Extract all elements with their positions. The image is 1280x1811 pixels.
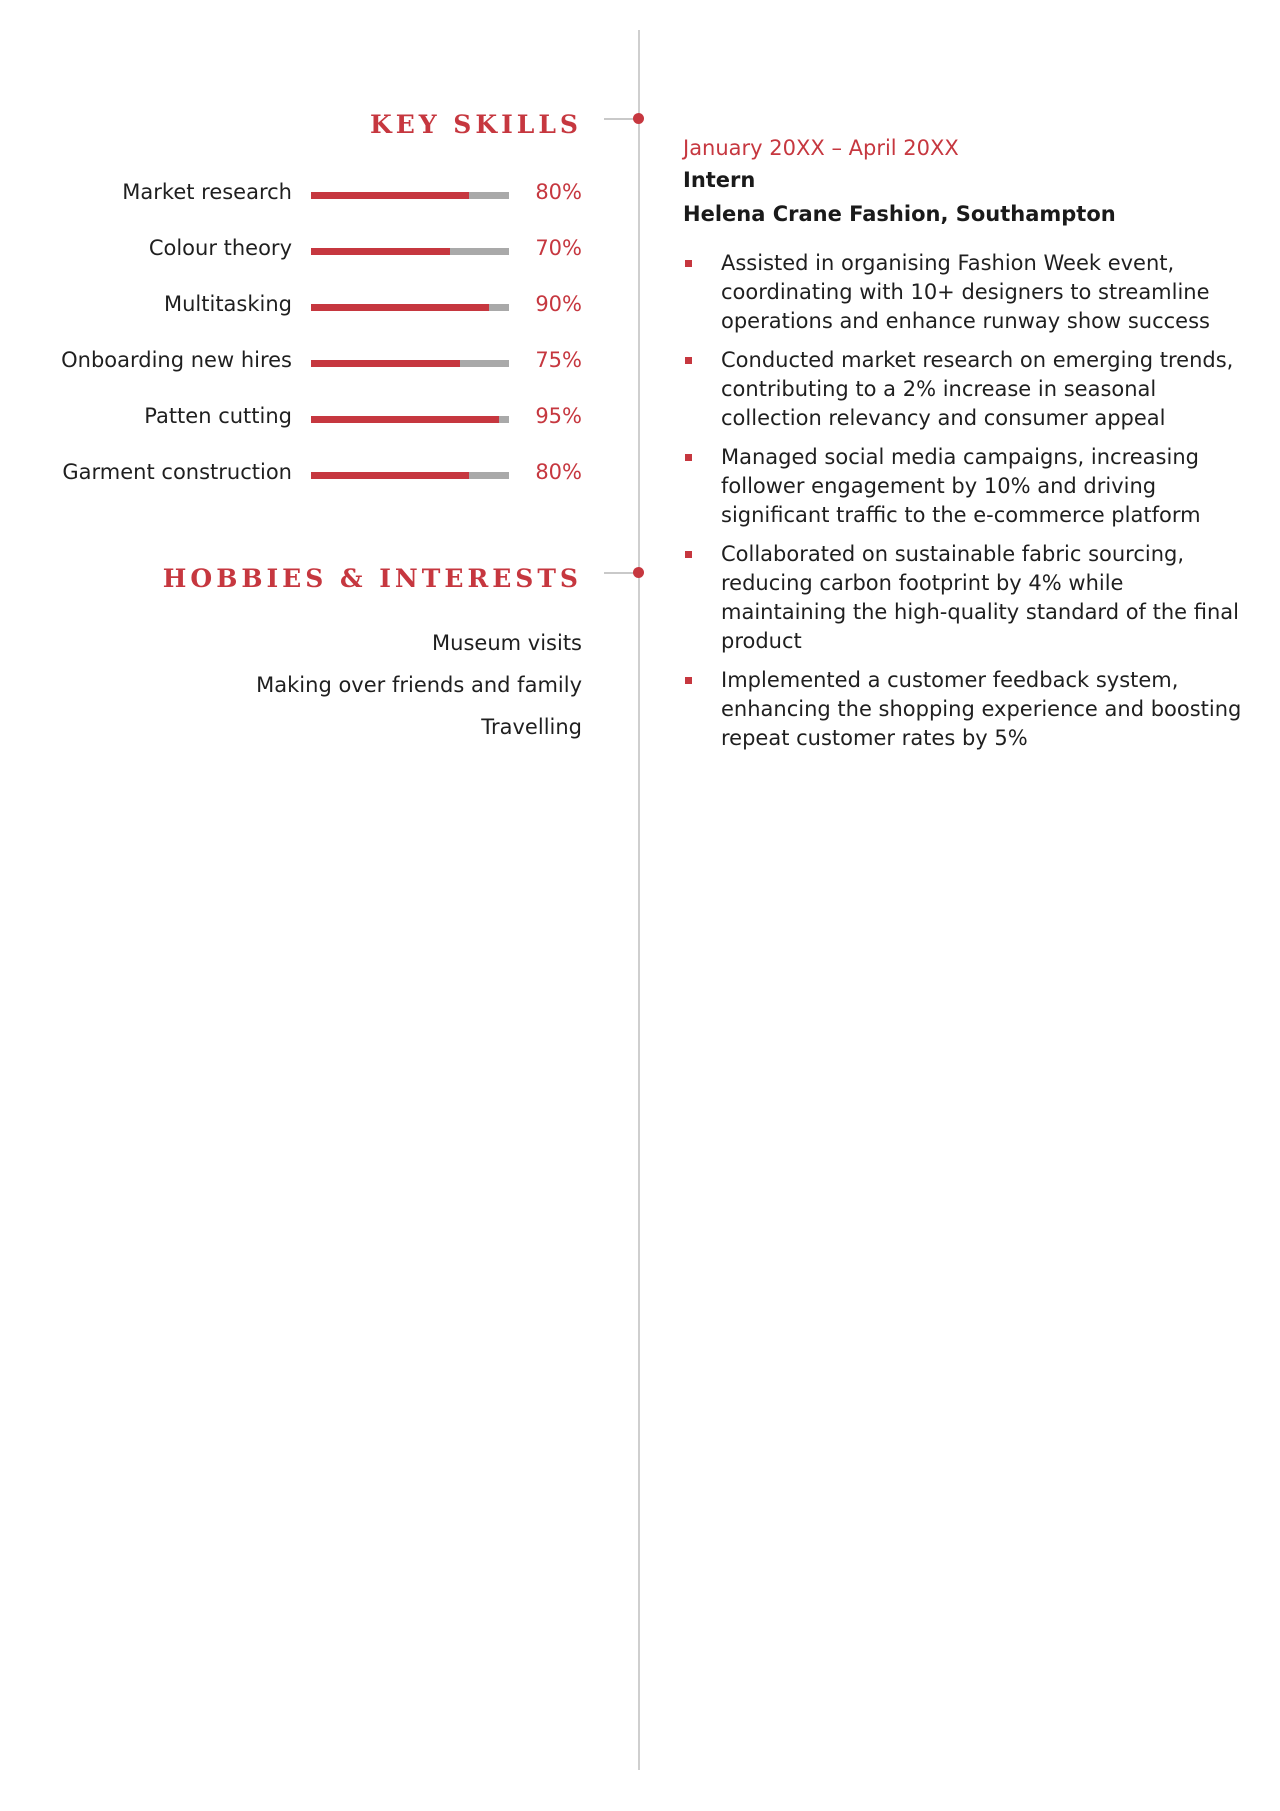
skill-bar xyxy=(311,416,509,423)
skill-row xyxy=(40,402,582,432)
skill-percent: 80% xyxy=(535,460,582,484)
skill-percent: 90% xyxy=(535,292,582,316)
hobby-item: Travelling xyxy=(481,715,582,739)
bullet-item xyxy=(683,249,1243,336)
skill-bar-fill xyxy=(311,472,469,479)
skill-bar xyxy=(311,472,509,479)
skill-bar xyxy=(311,304,509,311)
bullet-square-icon xyxy=(685,551,692,558)
bullet-square-icon xyxy=(685,260,692,267)
bullet-square-icon xyxy=(685,454,692,461)
skill-bar xyxy=(311,248,509,255)
bullet-item xyxy=(683,666,1243,753)
skill-name: Market research xyxy=(122,180,292,204)
skill-bar xyxy=(311,192,509,199)
bullet-item xyxy=(683,540,1243,656)
bullet-text: Conducted market research on emerging trends, contributing to a 2% increase in seasonal collection relevancy and consumer appeal xyxy=(721,348,1234,430)
skill-percent: 70% xyxy=(535,236,582,260)
skill-bar xyxy=(311,360,509,367)
skill-name: Patten cutting xyxy=(144,404,292,428)
timeline-line xyxy=(638,30,640,1770)
skill-row xyxy=(40,178,582,208)
experience-dates: January 20XX – April 20XX xyxy=(683,136,959,160)
bullet-item xyxy=(683,346,1243,433)
hobbies-list xyxy=(256,622,582,748)
hobby-item: Museum visits xyxy=(432,631,582,655)
skill-row xyxy=(40,290,582,320)
bullet-text: Managed social media campaigns, increasing follower engagement by 10% and driving significant traffic to the e-commerce platform xyxy=(721,445,1201,527)
hobby-item: Making over friends and family xyxy=(256,673,582,697)
bullet-item xyxy=(683,443,1243,530)
key-skills-heading: KEY SKILLS xyxy=(369,110,582,139)
experience-role: Intern xyxy=(683,168,756,192)
experience-company: Helena Crane Fashion, Southampton xyxy=(683,202,1116,226)
skill-bar-fill xyxy=(311,248,450,255)
skill-name: Onboarding new hires xyxy=(61,348,292,372)
skill-percent: 75% xyxy=(535,348,582,372)
skill-row xyxy=(40,346,582,376)
timeline-dot xyxy=(633,113,644,124)
skill-name: Colour theory xyxy=(148,236,292,260)
skill-row xyxy=(40,458,582,488)
skill-row xyxy=(40,234,582,264)
bullet-text: Collaborated on sustainable fabric sourcing, reducing carbon footprint by 4% while maintaining the high-quality standard of the final product xyxy=(721,542,1239,653)
bullet-text: Implemented a customer feedback system, enhancing the shopping experience and boosting repeat customer rates by 5% xyxy=(721,668,1242,750)
skill-bar-fill xyxy=(311,416,499,423)
skill-percent: 95% xyxy=(535,404,582,428)
skill-bar-fill xyxy=(311,360,460,367)
bullet-square-icon xyxy=(685,357,692,364)
bullet-square-icon xyxy=(685,677,692,684)
experience-entry xyxy=(683,133,1243,763)
skill-name: Garment construction xyxy=(62,460,292,484)
skill-percent: 80% xyxy=(535,180,582,204)
skill-bar-fill xyxy=(311,192,469,199)
skill-bar-fill xyxy=(311,304,489,311)
experience-bullets xyxy=(683,249,1243,753)
hobbies-heading: HOBBIES & INTERESTS xyxy=(162,564,582,593)
skill-name: Multitasking xyxy=(163,292,292,316)
bullet-text: Assisted in organising Fashion Week event, coordinating with 10+ designers to streamline operations and enhance runway show success xyxy=(721,251,1210,333)
timeline-dot xyxy=(633,567,644,578)
